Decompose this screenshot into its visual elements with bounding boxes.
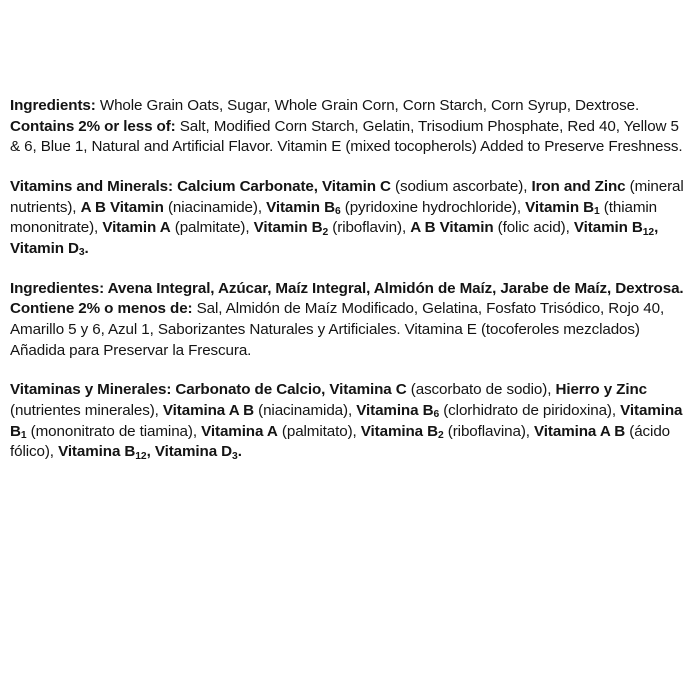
vitamin-en-d3-subscript: 3 — [78, 247, 85, 259]
ingredients-english-list-part2: Salt, Modified Corn Starch, Gelatin, Trisodium Phosphate, Red 40, Yellow 5 & 6, Blue 1, Natural and Artificial Flavor. Vitamin E (mixed tocopherols) Added to Preserve Freshness. — [10, 117, 683, 156]
vitamin-en-b12-subscript: 12 — [642, 226, 655, 238]
vitamin-es-hierro-zinc-note: (nutrientes minerales), — [10, 402, 163, 420]
vitamin-es-b1-text: Vitamina B — [10, 402, 683, 440]
vitamin-en-a: Vitamin A — [102, 219, 171, 237]
vitamin-es-period: . — [237, 443, 242, 461]
vitamin-en-b1-text: Vitamin B — [525, 198, 594, 216]
vitamin-en-b1 — [525, 199, 600, 216]
vitamin-es-b6-text: Vitamina B — [356, 402, 434, 420]
vitamin-es-ab-folico-note: (ácido fólico), — [10, 422, 671, 461]
vitamin-es-a: Vitamina A — [201, 422, 278, 440]
ingredients-english-paragraph — [10, 96, 690, 158]
vitamin-en-b12-text: Vitamin B — [573, 219, 643, 237]
vitamin-en-ab-niacinamide: A B Vitamin — [80, 198, 164, 216]
vitamin-en-b2 — [254, 219, 329, 236]
vitamin-es-b12-d3 — [58, 443, 242, 460]
vitamin-es-d3-text: , Vitamina D — [146, 443, 233, 461]
vitamin-es-hierro-zinc: Hierro y Zinc — [555, 381, 647, 399]
vitamins-spanish-paragraph — [10, 380, 690, 463]
vitamin-en-b2-note: (riboflavin), — [328, 219, 411, 237]
vitamin-es-b2 — [361, 423, 444, 440]
vitamin-es-b6-note: (clorhidrato de piridoxina), — [439, 402, 621, 420]
vitamin-es-ab-niacinamida: Vitamina A B — [162, 402, 254, 420]
vitamin-es-a-note: (palmitato), — [277, 422, 361, 440]
vitamin-en-b6 — [266, 199, 341, 216]
vitamin-en-period: . — [84, 240, 89, 258]
vitamin-en-b1-subscript: 1 — [594, 205, 600, 217]
vitamin-en-b2-subscript: 2 — [322, 226, 329, 238]
vitamin-en-a-note: (palmitate), — [170, 219, 254, 237]
vitamin-es-b2-text: Vitamina B — [360, 422, 438, 440]
vitamin-en-b6-note: (pyridoxine hydrochloride), — [340, 198, 526, 216]
vitamin-es-b1-note: (mononitrato de tiamina), — [26, 422, 202, 440]
ingredients-spanish-paragraph — [10, 279, 690, 362]
ingredients-spanish-heading: Ingredientes: Avena Integral, Azúcar, Maíz Integral, Almidón de Maíz, Jarabe de Maíz, Dextrosa. Contiene 2% o menos de: — [10, 279, 684, 318]
vitamin-es-d3-subscript: 3 — [232, 450, 238, 462]
vitamin-en-b6-subscript: 6 — [334, 205, 341, 217]
vitamin-en-b6-text: Vitamin B — [266, 198, 335, 216]
vitamins-english-heading: Vitamins and Minerals: — [10, 178, 178, 196]
vitamin-es-b6-subscript: 6 — [433, 409, 440, 421]
vitamin-en-d3-text: , Vitamin D — [10, 219, 659, 258]
vitamin-es-b2-subscript: 2 — [437, 430, 444, 441]
vitamin-en-b1-note: (thiamin mononitrate), — [10, 198, 657, 237]
vitamin-en-ab-folic: A B Vitamin — [410, 219, 494, 237]
vitamin-en-ab-niacinamide-note: (niacinamide), — [163, 198, 267, 216]
ingredients-english-list-part1: Whole Grain Oats, Sugar, Whole Grain Corn, Corn Starch, Corn Syrup, Dextrose. — [99, 97, 640, 114]
vitamin-es-vitc-note: (ascorbato de sodio), — [406, 381, 556, 399]
vitamin-en-calcium-vitc: Calcium Carbonate, Vitamin C — [177, 178, 391, 196]
vitamin-es-b6 — [356, 402, 439, 419]
vitamin-en-ab-folic-note: (folic acid), — [493, 219, 574, 237]
vitamin-en-iron-zinc: Iron and Zinc — [531, 178, 626, 196]
vitamin-es-b2-note: (riboflavina), — [443, 422, 535, 440]
vitamin-es-ab-folico: Vitamina A B — [534, 422, 626, 440]
vitamin-es-ab-niacinamida-note: (niacinamida), — [254, 402, 357, 420]
vitamin-es-b1-subscript: 1 — [20, 430, 27, 441]
vitamin-en-calcium-vitc-note: (sodium ascorbate), — [390, 178, 532, 196]
vitamins-english-paragraph — [10, 177, 690, 260]
ingredients-spanish-list: Sal, Almidón de Maíz Modificado, Gelatina, Fosfato Trisódico, Rojo 40, Amarillo 5 y 6, Azul 1, Saborizantes Naturales y Artificiales. Vitamina E (tocoferoles mezclados) Añadida para Preservar la Frescura. — [10, 300, 665, 359]
vitamin-es-b12-subscript: 12 — [135, 450, 147, 462]
vitamin-es-b12-text: Vitamina B — [58, 443, 136, 461]
ingredients-english-heading: Ingredients: — [10, 97, 100, 114]
vitamin-en-iron-zinc-note: (mineral nutrients), — [10, 178, 684, 216]
vitamins-spanish-heading: Vitaminas y Minerales: Carbonato de Calcio, Vitamina C — [10, 381, 407, 399]
ingredients-english-contains-heading: Contains 2% or less of: — [10, 117, 176, 135]
vitamin-en-b2-text: Vitamin B — [253, 219, 323, 237]
